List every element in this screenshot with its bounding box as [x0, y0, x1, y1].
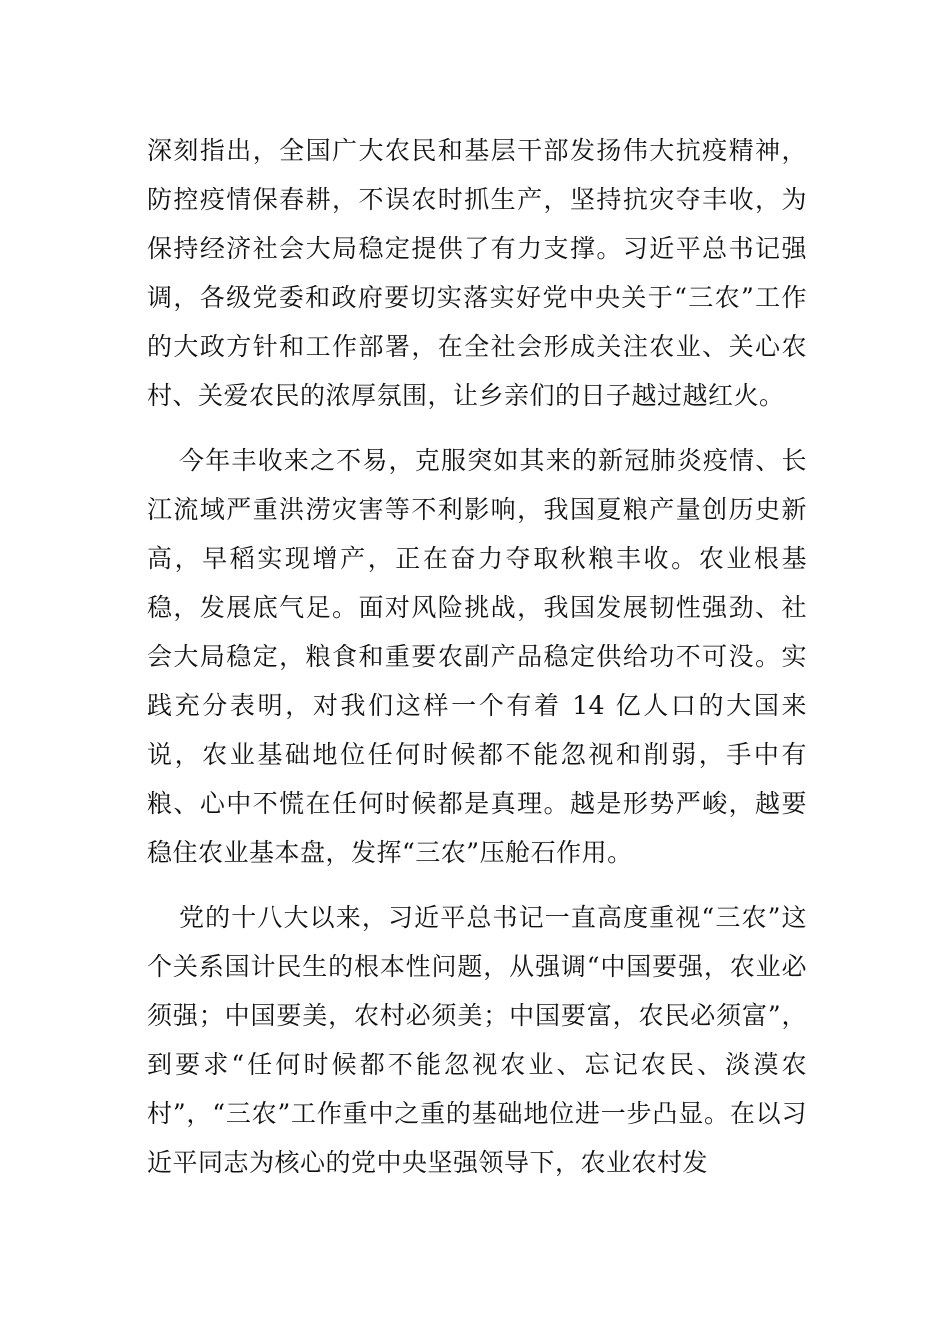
paragraph-2: 今年丰收来之不易，克服突如其来的新冠肺炎疫情、长江流域严重洪涝灾害等不利影响，我国夏粮产量创历史新高，早稻实现增产，正在奋力夺取秋粮丰收。农业根基稳，发展底气足。面对风险挑战，我国发展韧性强劲、社会大局稳定，粮食和重要农副产品稳定供给功不可没。实践充分表明，对我们这样一个有着 14 亿人口的大国来说，农业基础地位任何时候都不能忽视和削弱，手中有粮、心中不慌在任何时候都是真理。越是形势严峻，越要稳住农业基本盘，发挥“三农”压舱石作用。: [147, 446, 807, 867]
paragraph-1: 深刻指出，全国广大农民和基层干部发扬伟大抗疫精神，防控疫情保春耕，不误农时抓生产，坚持抗灾夺丰收，为保持经济社会大局稳定提供了有力支撑。习近平总书记强调，各级党委和政府要切实落实好党中央关于“三农”工作的大政方针和工作部署，在全社会形成关注农业、关心农村、关爱农民的浓厚氛围，让乡亲们的日子越过越红火。: [147, 136, 807, 410]
document-body: [147, 126, 807, 1203]
paragraph-3: 党的十八大以来，习近平总书记一直高度重视“三农”这个关系国计民生的根本性问题，从强调“中国要强，农业必须强；中国要美，农村必须美；中国要富，农民必须富”，到要求“任何时候都不能忽视农业、忘记农民、淡漠农村”，“三农”工作重中之重的基础地位进一步凸显。在以习近平同志为核心的党中央坚强领导下，农业农村发: [147, 903, 807, 1177]
